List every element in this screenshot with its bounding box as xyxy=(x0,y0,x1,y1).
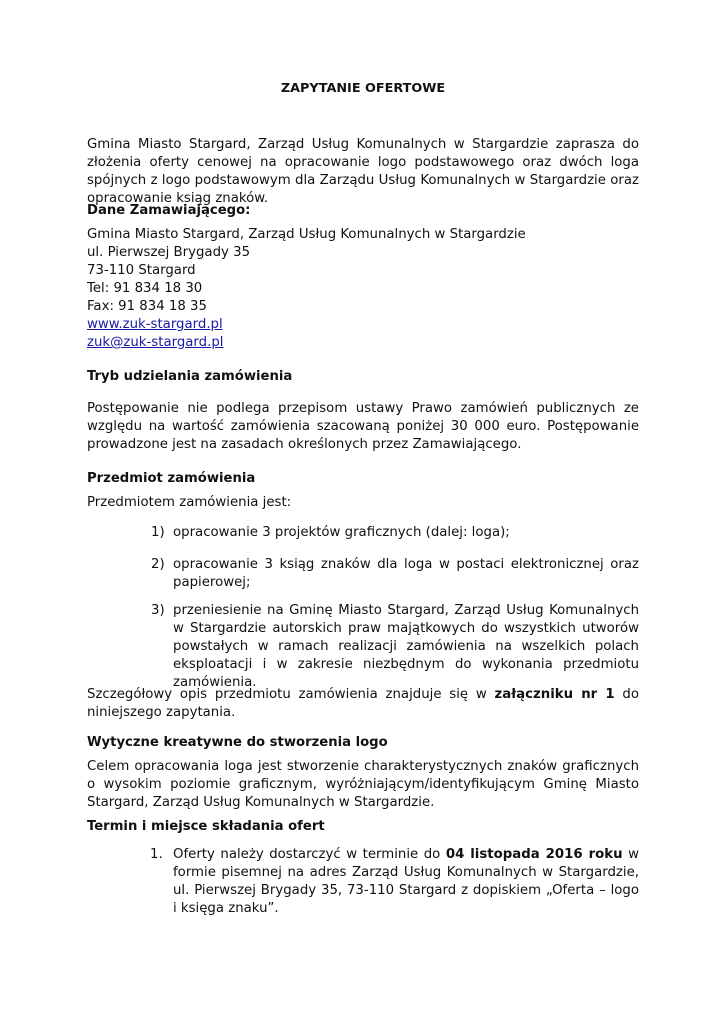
contractor-tel: Tel: 91 834 18 30 xyxy=(87,281,203,296)
contractor-heading: Dane Zamawiającego: xyxy=(87,203,251,218)
list-item-text: przeniesienie na Gminę Miasto Stargard, Zarząd Usług Komunalnych w Stargardzie autorskich praw majątkowych do wszystkich utworów powstałych w ramach realizacji zamówienia na wszelkich polach eksploatacji i w zakresie niezbędnym do wykonania przedmiotu zamówienia. xyxy=(173,603,639,690)
deadline-date: 04 listopada 2016 roku xyxy=(445,847,623,862)
subject-lead: Przedmiotem zamówienia jest: xyxy=(87,495,292,510)
subject-item-2 xyxy=(151,556,639,592)
list-item-text: opracowanie 3 projektów graficznych (dalej: loga); xyxy=(173,525,510,540)
contractor-details xyxy=(87,226,639,352)
list-item-text: opracowanie 3 ksiąg znaków dla loga w postaci elektronicznej oraz papierowej; xyxy=(173,557,639,590)
deadline-text: Oferty należy dostarczyć w terminie do 04 listopada 2016 roku w formie pisemnej na adres Zarząd Usług Komunalnych w Stargardzie, ul. Pierwszej Brygady 35, 73-110 Stargard z dopiskiem „Oferta – logo i księga znaku”. xyxy=(173,847,639,916)
deadline-item-1 xyxy=(150,846,639,918)
contractor-name: Gmina Miasto Stargard, Zarząd Usług Komunalnych w Stargardzie xyxy=(87,227,526,242)
list-number: 3) xyxy=(151,603,165,618)
creative-heading: Wytyczne kreatywne do stworzenia logo xyxy=(87,735,388,750)
list-number: 1) xyxy=(151,525,165,540)
email-link[interactable]: zuk@zuk-stargard.pl xyxy=(87,335,224,350)
contractor-city: 73-110 Stargard xyxy=(87,263,196,278)
mode-heading: Tryb udzielania zamówienia xyxy=(87,369,293,384)
list-number: 2) xyxy=(151,557,165,572)
deadline-heading: Termin i miejsce składania ofert xyxy=(87,819,325,834)
creative-paragraph: Celem opracowania loga jest stworzenie charakterystycznych znaków graficznych o wysokim poziomie graficznym, wyróżniającym/identyfikującym Gminę Miasto Stargard, Zarząd Usług Komunalnych w Stargardzie. xyxy=(87,759,639,810)
subject-heading: Przedmiot zamówienia xyxy=(87,471,256,486)
attachment-reference: załączniku nr 1 xyxy=(494,687,615,702)
contractor-street: ul. Pierwszej Brygady 35 xyxy=(87,245,251,260)
subject-item-3 xyxy=(151,602,639,692)
document-title: ZAPYTANIE OFERTOWE xyxy=(280,81,446,96)
subject-detail-paragraph: Szczegółowy opis przedmiotu zamówienia znajduje się w załączniku nr 1 do niniejszego zapytania. xyxy=(87,687,639,720)
subject-item-1 xyxy=(151,524,639,542)
list-number: 1. xyxy=(150,847,163,862)
website-link[interactable]: www.zuk-stargard.pl xyxy=(87,317,223,332)
intro-paragraph: Gmina Miasto Stargard, Zarząd Usług Komunalnych w Stargardzie zaprasza do złożenia oferty cenowej na opracowanie logo podstawowego oraz dwóch loga spójnych z logo podstawowym dla Zarządu Usług Komunalnych w Stargardzie oraz opracowanie ksiąg znaków. xyxy=(87,137,639,206)
mode-paragraph: Postępowanie nie podlega przepisom ustawy Prawo zamówień publicznych ze względu na wartość zamówienia szacowaną poniżej 30 000 euro. Postępowanie prowadzone jest na zasadach określonych przez Zamawiającego. xyxy=(87,401,639,452)
contractor-fax: Fax: 91 834 18 35 xyxy=(87,299,207,314)
